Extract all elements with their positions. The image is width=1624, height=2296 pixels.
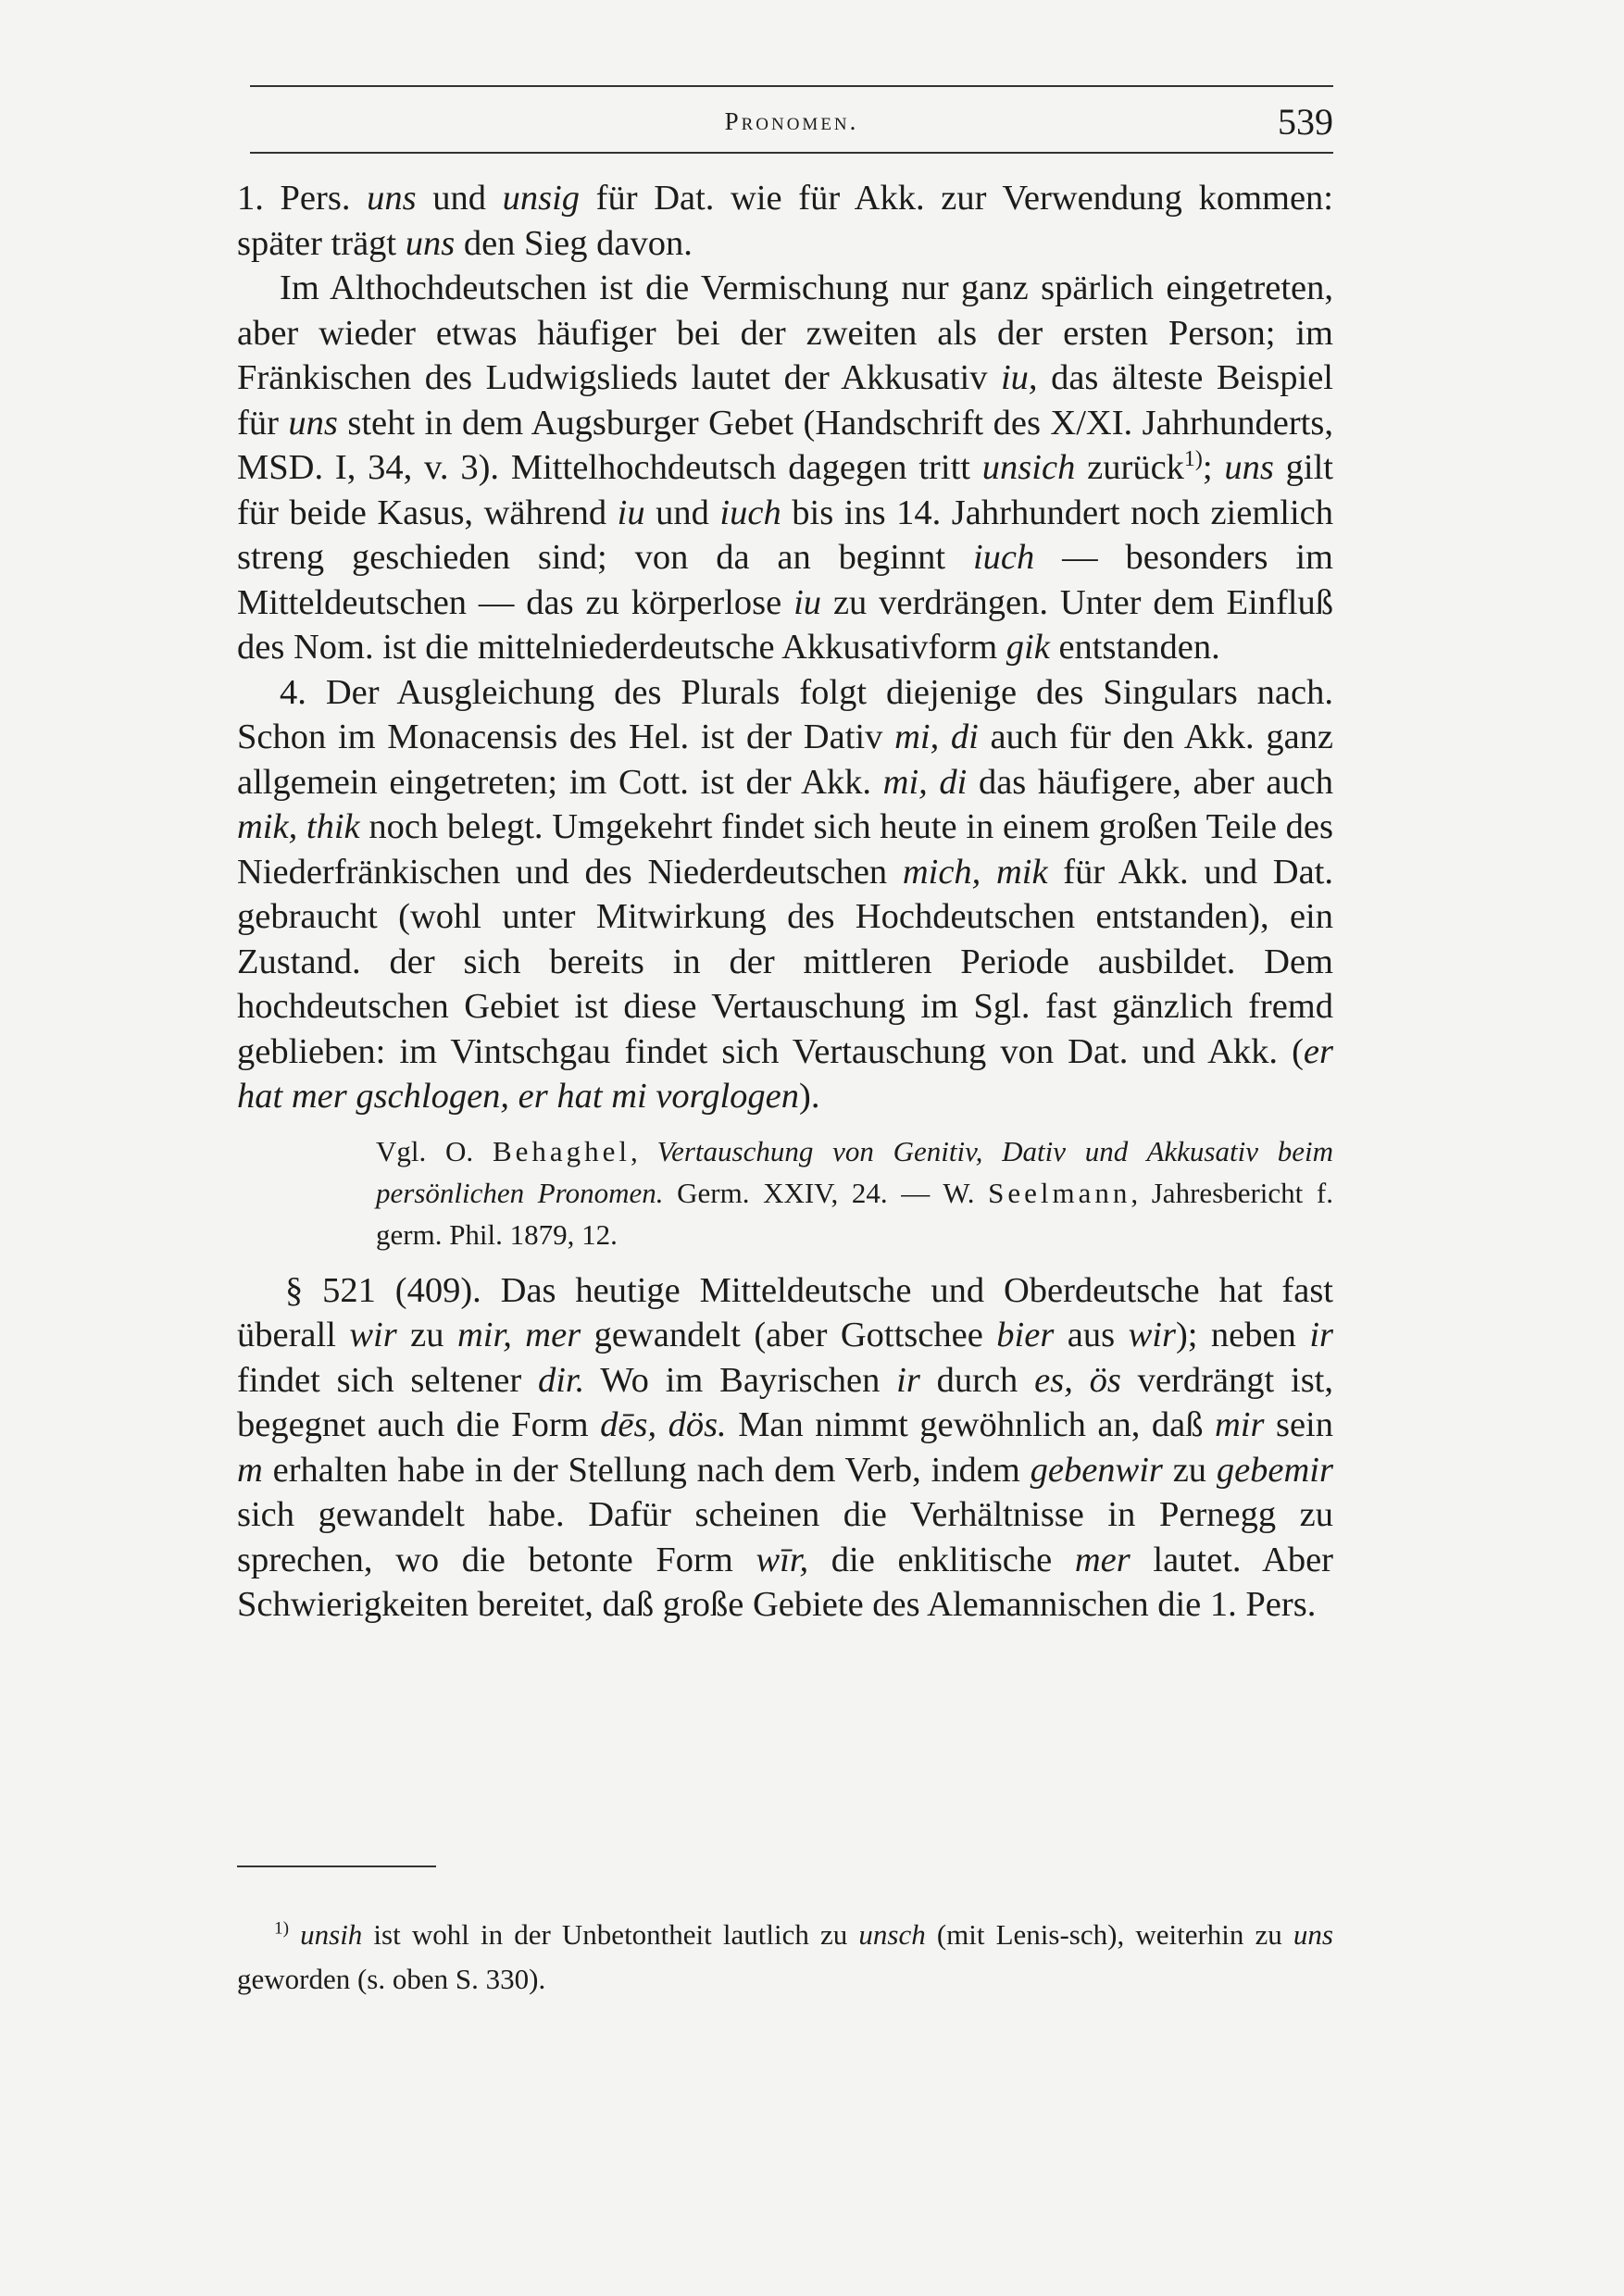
paragraph-1: 1. Pers. uns und unsig für Dat. wie für Akk. zur Verwendung kommen: später trägt uns den Sieg davon. — [237, 179, 1333, 263]
page-number: 539 — [1278, 101, 1333, 143]
paragraph-3: 4. Der Ausgleichung des Plurals folgt diejenige des Singulars nach. Schon im Monacensis des Hel. ist der Dativ mi, di auch für den Akk. ganz allgemein eingetreten; im Cott. ist der Akk. mi, di das häufigere, aber auch mik, thik noch belegt. Umgekehrt findet sich heute in einem großen Teile des Niederfränkischen und des Niederdeutschen mich, mik für Akk. und Dat. gebraucht (wohl unter Mitwirkung des Hochdeutschen entstanden), ein Zustand. der sich bereits in der mittleren Periode ausbildet. Dem hochdeutschen Gebiet ist diese Vertauschung im Sgl. fast gänzlich fremd geblieben: im Vintschgau findet sich Vertauschung von Dat. und Akk. (er hat mer gschlogen, er hat mi vorglogen). — [237, 672, 1334, 1116]
paragraph-2: Im Althochdeutschen ist die Vermischung nur ganz spärlich eingetreten, aber wieder etwas häufiger bei der zweiten als der ersten Person; im Fränkischen des Ludwigslieds lautet der Akkusativ iu, das älteste Beispiel für uns steht in dem Augsburger Gebet (Handschrift des X/XI. Jahrhunderts, MSD. I, 34, v. 3). Mittelhochdeutsch dagegen tritt unsich zurück$^{1)}$; uns gilt für beide Kasus, während iu und iuch bis ins 14. Jahrhundert noch ziemlich streng geschieden sind; von da an beginnt iuch — besonders im Mitteldeutschen — das zu körperlose iu zu verdrängen. Unter dem Einfluß des Nom. ist die mittelniederdeutsche Akkusativform gik entstanden. — [237, 268, 1334, 667]
footnote-number: 1) — [274, 1918, 289, 1939]
bibliographic-reference: Vgl. O. Behaghel, Vertauschung von Genitiv, Dativ und Akkusativ beim persönlichen Pronomen. Germ. XXIV, 24. — W. Seelmann, Jahresbericht f. germ. Phil. 1879, 12. — [376, 1134, 1334, 1251]
footnote-marker: 1) — [1183, 447, 1203, 472]
paragraph-section-521: § 521 (409). Das heutige Mitteldeutsche und Oberdeutsche hat fast überall wir zu mir, mer gewandelt (aber Gottschee bier aus wir); neben ir findet sich seltener dir. Wo im Bayrischen ir durch es, ös verdrängt ist, begegnet auch die Form dēs, dös. Man nimmt gewöhnlich an, daß mir sein m erhalten habe in der Stellung nach dem Verb, indem gebenwir zu gebemir sich gewandelt habe. Dafür scheinen die Verhältnisse in Pernegg zu sprechen, wo die betonte Form wīr, die enklitische mer lautet. Aber Schwierigkeiten bereitet, daß große Gebiete des Alemannischen die 1. Pers. — [237, 1270, 1334, 1624]
header-rule-bottom — [250, 152, 1333, 154]
running-title: Pronomen. — [724, 107, 859, 135]
header-rule-top — [250, 85, 1333, 87]
running-head — [250, 100, 1333, 156]
main-text — [237, 176, 1333, 1628]
footnote: $^{1)}$ unsih ist wohl in der Unbetontheit lautlich zu unsch (mit Lenis-sch), weiterhin zu uns geworden (s. oben S. 330). — [237, 1918, 1333, 1995]
footnote-rule — [237, 1866, 436, 1867]
